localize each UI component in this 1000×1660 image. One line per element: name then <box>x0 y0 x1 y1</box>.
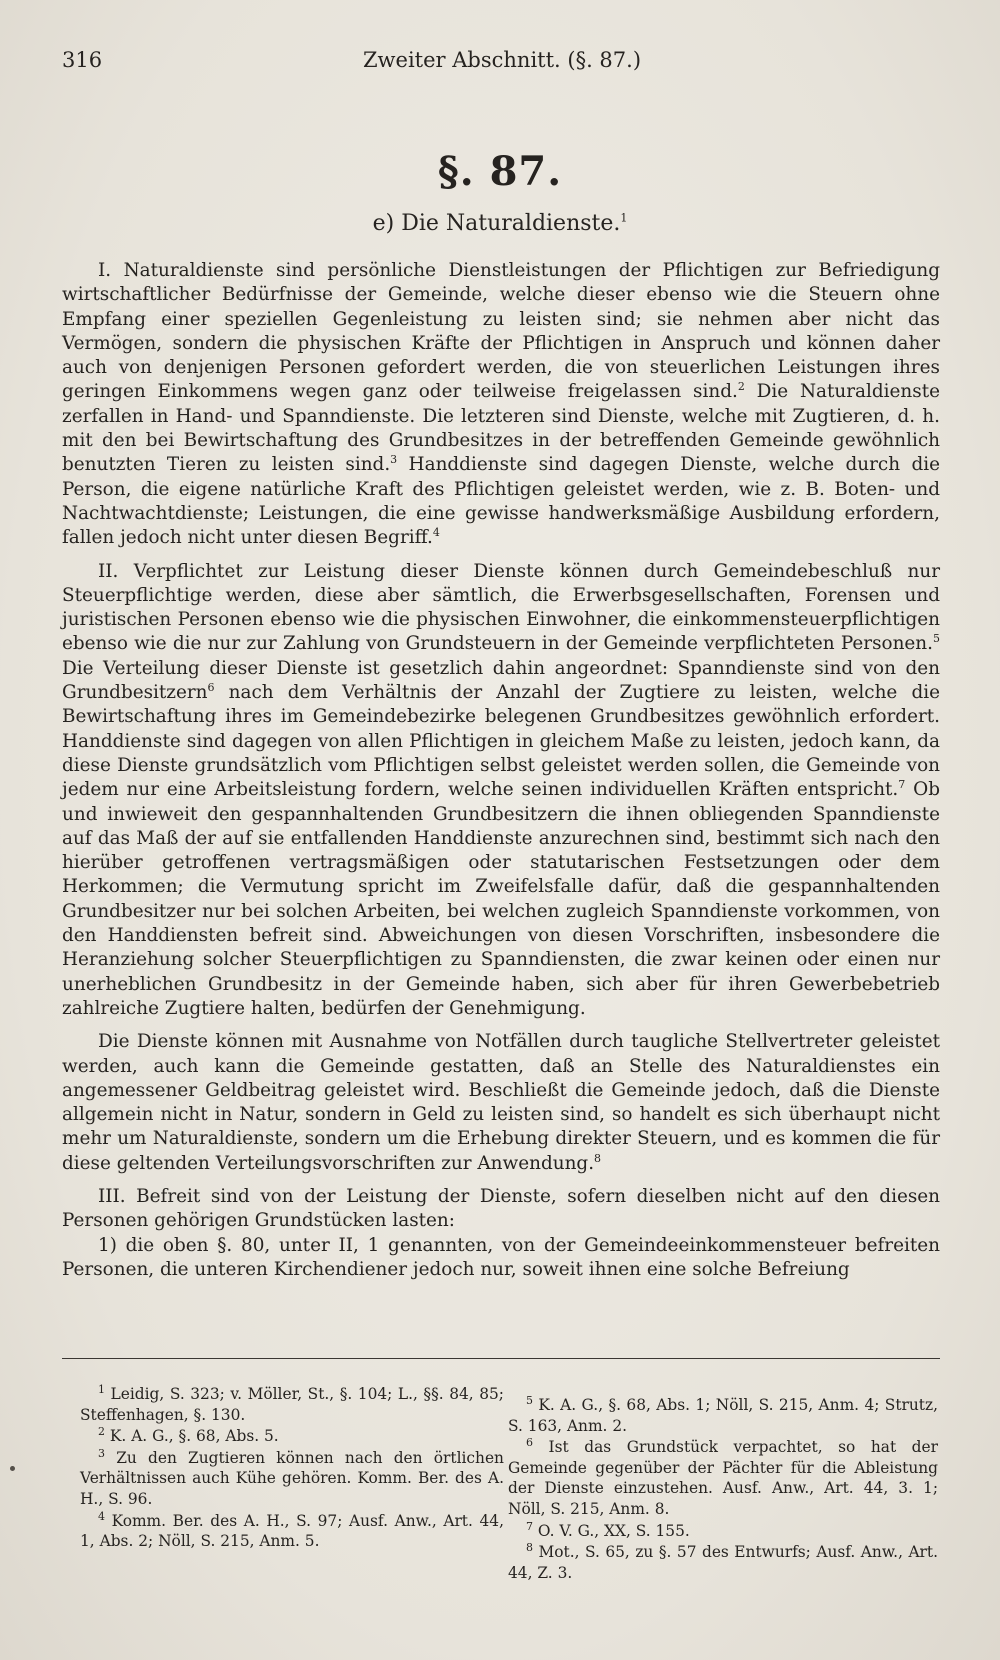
section-title: e) Die Naturaldienste.$^1$ <box>372 211 628 236</box>
footnotes-left-column <box>80 1384 504 1553</box>
paragraph-III: III. Befreit sind von der Leistung der Dienste, sofern dieselben nicht auf den diesen Personen gehörigen Grundstücken lasten: <box>62 1185 940 1232</box>
paragraph-dienste: Die Dienste können mit Ausnahme von Notfällen durch taugliche Stellvertreter geleistet werden, auch kann die Gemeinde gestatten, daß an Stelle des Naturaldienstes ein angemessener Geldbeitrag geleistet wird. Beschließt die Gemeinde jedoch, daß die Dienste allgemein nicht in Natur, sondern in Geld zu leisten sind, so handelt es sich überhaupt nicht mehr um Naturaldienste, sondern um die Erhebung direkter Steuern, und es kommen die für diese geltenden Verteilungsvorschriften zur Anwendung.$^8$ <box>62 1031 940 1174</box>
footnote-rule <box>62 1358 940 1359</box>
ink-speck <box>10 1466 15 1471</box>
page-number: 316 <box>62 48 103 72</box>
body-text <box>62 259 940 1282</box>
footnote-8: $^8$ Mot., S. 65, zu §. 57 des Entwurfs; Ausf. Anw., Art. 44, Z. 3. <box>508 1541 938 1582</box>
paragraph-III-1: 1) die oben §. 80, unter II, 1 genannten, von der Gemeindeeinkommensteuer befreiten Personen, die unteren Kirchendiener jedoch nur, soweit ihnen eine solche Befreiung <box>62 1234 940 1280</box>
footnote-6: $^6$ Ist das Grundstück verpachtet, so hat der Gemeinde gegenüber der Pächter für die Ableistung der Dienste einzustehen. Ausf. Anw., Art. 44, 3. 1; Nöll, S. 215, Anm. 8. <box>508 1436 938 1518</box>
footnote-2: $^2$ K. A. G., §. 68, Abs. 5. <box>98 1425 279 1446</box>
footnote-7: $^7$ O. V. G., XX, S. 155. <box>526 1519 690 1540</box>
footnote-ref-5: 5 <box>933 632 940 646</box>
paragraph-II: II. Verpflichtet zur Leistung dieser Dienste können durch Gemeindebeschluß nur Steuerpflichtige werden, diese aber sämtlich, die Erwerbsgesellschaften, Forensen und juristischen Personen ebenso wie die physischen Einwohner, die einkommensteuerpflichtigen ebenso wie die nur zur Zahlung von Grundsteuern in der Gemeinde verpflichteten Personen.$^5$ Die Verteilung dieser Dienste ist gesetzlich dahin angeordnet: Spanndienste sind von den Grundbesitzern$^6$ nach dem Verhältnis der Anzahl der Zugtiere zu leisten, welche die Bewirtschaftung ihres im Gemeindebezirke belegenen Grundbesitzes gewöhnlich erfordert. Handdienste sind dagegen von allen Pflichtigen in gleichem Maße zu leisten, jedoch kann, da diese Dienste grundsätzlich vom Pflichtigen selbst geleistet werden sollen, die Gemeinde von jedem nur eine Arbeitsleistung fordern, welche seinen individuellen Kräften entspricht.$^7$ Ob und inwieweit den gespannhaltenden Grundbesitzern die ihnen obliegenden Spanndienste auf das Maß der auf sie entfallenden Handdienste anzurechnen sind, bestimmt sich nach den hierüber getroffenen vertragsmäßigen oder statutarischen Festsetzungen oder dem Herkommen; die Vermutung spricht im Zweifelsfalle dafür, daß die gespannhaltenden Grundbesitzer nur bei solchen Arbeiten, bei welchen zugleich Spanndienste vorkommen, von den Handdiensten befreit sind. Abweichungen von diesen Vorschriften, insbesondere die Heranziehung solcher Steuerpflichtigen zu Spanndiensten, die zwar keinen oder einen nur unerheblichen Grundbesitz in der Gemeinde haben, sich aber für ihren Gewerbebetrieb zahlreiche Zugtiere halten, bedürfen der Genehmigung. <box>62 560 940 1019</box>
footnote-ref-4: 4 <box>432 526 440 540</box>
footnote-ref-8: 8 <box>594 1151 602 1165</box>
footnote-5: $^5$ K. A. G., §. 68, Abs. 1; Nöll, S. 215, Anm. 4; Strutz, S. 163, Anm. 2. <box>508 1393 938 1435</box>
running-title: Zweiter Abschnitt. (§. 87.) <box>362 48 642 72</box>
footnote-4: $^4$ Komm. Ber. des A. H., S. 97; Ausf. Anw., Art. 44, 1, Abs. 2; Nöll, S. 215, Anm. 5. <box>80 1509 504 1551</box>
footnote-ref-6: 6 <box>207 680 215 694</box>
footnote-ref-2: 2 <box>737 380 745 394</box>
footnote-ref-7: 7 <box>898 778 906 792</box>
footnotes-right-column <box>508 1395 938 1584</box>
footnote-3: $^3$ Zu den Zugtieren können nach den örtlichen Verhältnissen auch Kühe gehören. Komm. Ber. des A. H., S. 96. <box>80 1446 504 1508</box>
footnote-1: $^1$ Leidig, S. 323; v. Möller, St., §. 104; L., §§. 84, 85; Steffenhagen, §. 130. <box>80 1382 504 1424</box>
section-number: §. 87. <box>437 148 563 195</box>
running-header <box>62 48 942 80</box>
footnote-ref-3: 3 <box>390 453 398 467</box>
paragraph-I: I. Naturaldienste sind persönliche Dienstleistungen der Pflichtigen zur Befriedigung wirtschaftlicher Bedürfnisse der Gemeinde, welche dieser ebenso wie die Steuern ohne Empfang einer speziellen Gegenleistung zu leisten sind; sie nehmen aber nicht das Vermögen, sondern die physischen Kräfte der Pflichtigen in Anspruch und können daher auch von denjenigen Personen gefordert werden, die von steuerlichen Leistungen ihres geringen Einkommens wegen ganz oder teilweise freigelassen sind.$^2$ Die Naturaldienste zerfallen in Hand- und Spanndienste. Die letzteren sind Dienste, welche mit Zugtieren, d. h. mit den bei Bewirtschaftung des Grundbesitzes in der betreffenden Gemeinde gewöhnlich benutzten Tieren zu leisten sind.$^3$ Handdienste sind dagegen Dienste, welche durch die Person, die eigene natürliche Kraft des Pflichtigen geleistet werden, wie z. B. Boten- und Nachtwachtdienste; Leistungen, die eine gewisse handwerksmäßige Ausbildung erfordern, fallen jedoch nicht unter diesen Begriff.$^4$ <box>62 260 940 549</box>
